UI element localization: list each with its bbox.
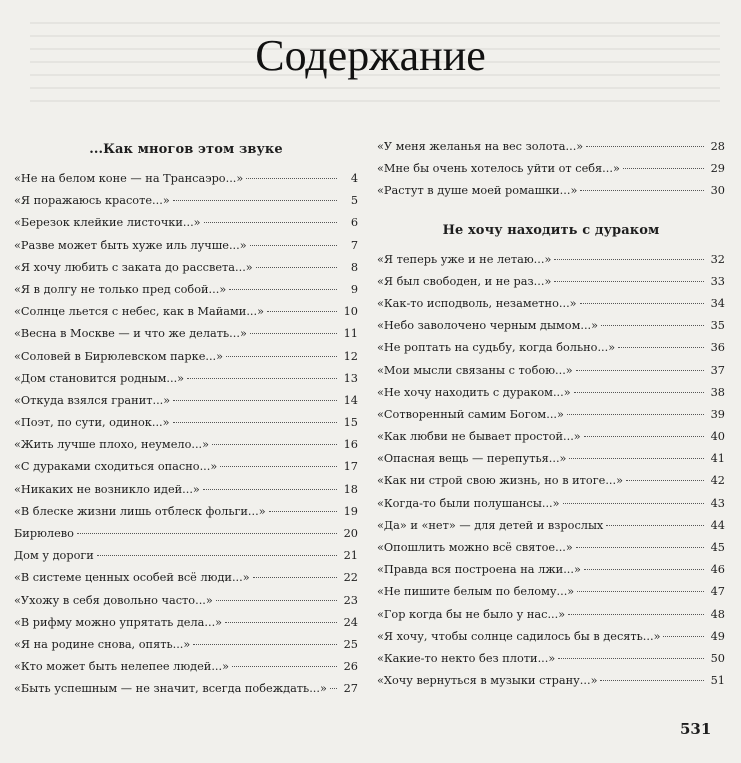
entry-page-number: 12 (343, 349, 358, 363)
toc-entry (377, 337, 725, 359)
entry-title: «Не на белом коне — на Трансаэро...» (14, 172, 244, 185)
dot-leader (203, 489, 337, 490)
toc-left-column (14, 136, 358, 701)
entry-title: «Я хочу, чтобы солнце садилось бы в десять...» (377, 629, 661, 643)
entry-title: «Я поражаюсь красоте...» (14, 194, 170, 208)
toc-entry (14, 279, 358, 301)
entry-title: «С дураками сходиться опасно...» (14, 460, 218, 474)
entry-page-number: 7 (350, 238, 358, 252)
dot-leader (212, 444, 337, 445)
toc-entry (14, 634, 358, 656)
entry-page-number: 22 (343, 571, 358, 585)
dot-leader (576, 370, 704, 371)
entry-title: «Соловей в Бирюлевском парке...» (14, 349, 224, 363)
toc-entry (377, 515, 725, 537)
dot-leader (77, 533, 337, 534)
dot-leader (173, 200, 337, 201)
dot-leader (267, 311, 337, 312)
entry-title: «Я был свободен, и не раз...» (377, 274, 552, 288)
entry-title: «Небо заволочено черным дымом...» (377, 319, 599, 333)
toc-entry (377, 360, 725, 382)
entry-page-number: 26 (343, 660, 358, 674)
entry-title: «Кто может быть нелепее людей...» (14, 660, 230, 674)
entry-page-number: 44 (710, 518, 725, 532)
toc-entry (377, 670, 725, 692)
entry-page-number: 43 (710, 496, 725, 510)
entry-page-number: 18 (343, 482, 358, 496)
toc-entry (14, 190, 358, 212)
toc-entry (377, 626, 725, 648)
entry-page-number: 37 (710, 363, 725, 377)
dot-leader (577, 591, 704, 592)
entry-title: «Ухожу в себя довольно часто...» (14, 593, 213, 607)
entry-title: «Поэт, по сути, одинок...» (14, 416, 170, 430)
entry-page-number: 49 (710, 629, 725, 643)
dot-leader (229, 289, 337, 290)
dot-leader (563, 503, 704, 504)
dot-leader (584, 569, 704, 570)
entry-title: Бирюлево (14, 527, 74, 540)
dot-leader (626, 480, 704, 481)
dot-leader (216, 600, 337, 601)
dot-leader (574, 392, 704, 393)
entry-title: «Березок клейкие листочки...» (14, 216, 201, 230)
entry-title: «Жить лучше плохо, неумело...» (14, 438, 210, 452)
entry-title: «В рифму можно упрятать дела...» (14, 615, 223, 629)
entry-title: «Как любви не бывает простой...» (377, 430, 581, 444)
entry-title: Дом у дороги (14, 549, 94, 563)
entry-page-number: 47 (710, 585, 725, 599)
toc-entry (377, 559, 725, 581)
entry-title: «Опасная вещь — перепутья...» (377, 452, 567, 466)
entry-title: «Не роптать на судьбу, когда больно...» (377, 341, 616, 355)
toc-entry (14, 678, 358, 700)
entry-page-number: 11 (343, 327, 358, 341)
entry-page-number: 36 (710, 341, 725, 355)
dot-leader (663, 636, 704, 637)
toc-entry (14, 456, 358, 478)
dot-leader (606, 525, 704, 526)
entry-title: «Хочу вернуться в музыки страну...» (377, 674, 598, 688)
entry-page-number: 17 (343, 460, 358, 474)
page-title: Содержание (255, 31, 486, 80)
dot-leader (220, 466, 337, 467)
entry-title: «Опошлить можно всё святое...» (377, 541, 573, 554)
toc-entry (377, 648, 725, 670)
dot-leader (269, 511, 337, 512)
entry-page-number: 48 (710, 607, 725, 621)
entry-page-number: 23 (343, 593, 358, 607)
entry-title: «Растут в душе моей ромашки...» (377, 184, 578, 198)
entry-page-number: 16 (343, 438, 358, 452)
dot-leader (225, 622, 337, 623)
toc-entry (14, 323, 358, 345)
toc-entry (14, 590, 358, 612)
dot-leader (580, 303, 704, 304)
entry-title: «Разве может быть хуже иль лучше...» (14, 238, 247, 252)
entry-title: «Быть успешным — не значит, всегда побеждать...» (14, 682, 327, 696)
entry-page-number: 27 (343, 682, 358, 696)
entry-page-number: 10 (343, 305, 358, 319)
dot-leader (97, 555, 337, 556)
toc-entry (377, 404, 725, 426)
dot-leader (204, 222, 337, 223)
entry-title: «Мои мысли связаны с тобою...» (377, 363, 573, 377)
dot-leader (193, 644, 337, 645)
entry-page-number: 8 (350, 260, 358, 274)
toc-entry (14, 656, 358, 678)
toc-entry (377, 180, 725, 202)
toc-entry (377, 315, 725, 337)
dot-leader (226, 356, 337, 357)
dot-leader (330, 688, 337, 689)
entry-page-number: 40 (710, 430, 725, 444)
dot-leader (250, 333, 337, 334)
toc-entry (14, 168, 358, 190)
dot-leader (580, 190, 704, 191)
entry-title: «Я хочу любить с заката до рассвета...» (14, 260, 253, 274)
toc-entry (377, 581, 725, 603)
toc-entry (377, 158, 725, 180)
toc-entry (14, 235, 358, 257)
toc-entry (377, 382, 725, 404)
toc-right-column (377, 136, 725, 692)
entry-title: «Гор когда бы не было у нас...» (377, 607, 566, 621)
entry-page-number: 35 (710, 319, 725, 333)
entry-page-number: 25 (343, 637, 358, 651)
toc-list (377, 249, 725, 693)
toc-entry (14, 434, 358, 456)
page-number: 531 (680, 720, 712, 738)
toc-entry (14, 257, 358, 279)
toc-entry (14, 346, 358, 368)
entry-title: «Как-то исподволь, незаметно...» (377, 296, 577, 310)
dot-leader (250, 245, 337, 246)
toc-entry (14, 301, 358, 323)
entry-title: «Никаких не возникло идей...» (14, 482, 200, 496)
dot-leader (173, 422, 337, 423)
toc-entry (14, 501, 358, 523)
entry-title: «В системе ценных особей всё люди...» (14, 571, 250, 585)
dot-leader (568, 614, 704, 615)
entry-title: «Правда вся построена на лжи...» (377, 563, 581, 577)
entry-title: «Когда-то были полушансы...» (377, 496, 560, 510)
toc-entry (14, 212, 358, 234)
entry-page-number: 33 (710, 274, 725, 288)
toc-entry (14, 612, 358, 634)
entry-page-number: 13 (343, 371, 358, 385)
entry-page-number: 34 (710, 296, 725, 310)
entry-page-number: 30 (710, 184, 725, 198)
toc-entry (14, 390, 358, 412)
entry-title: «Я теперь уже и не летаю...» (377, 252, 552, 266)
toc-entry (14, 479, 358, 501)
entry-page-number: 19 (343, 504, 358, 518)
toc-entry (377, 470, 725, 492)
entry-page-number: 42 (710, 474, 725, 488)
entry-title: «Какие-то некто без плоти...» (377, 651, 556, 665)
dot-leader (232, 666, 337, 667)
section-title: Не хочу находить с дураком (442, 222, 660, 238)
dot-leader (623, 168, 704, 169)
section-title: ...Как многов этом звуке (89, 142, 283, 157)
dot-leader (586, 146, 704, 147)
entry-page-number: 24 (343, 615, 358, 629)
toc-entry (14, 567, 358, 589)
entry-page-number: 5 (350, 194, 358, 208)
toc-entry (377, 604, 725, 626)
entry-page-number: 14 (343, 393, 358, 407)
entry-page-number: 28 (710, 140, 725, 153)
dot-leader (187, 378, 337, 379)
toc-entry (377, 493, 725, 515)
entry-page-number: 21 (343, 549, 358, 563)
dot-leader (584, 436, 704, 437)
dot-leader (558, 658, 704, 659)
entry-title: «Как ни строй свою жизнь, но в итоге...» (377, 474, 624, 488)
toc-list (14, 168, 358, 701)
entry-page-number: 32 (710, 252, 725, 266)
entry-title: «Мне бы очень хотелось уйти от себя...» (377, 162, 620, 176)
entry-page-number: 38 (710, 385, 725, 399)
entry-title: «Сотворенный самим Богом...» (377, 407, 564, 421)
entry-title: «Весна в Москве — и что же делать...» (14, 327, 247, 341)
toc-entry (377, 271, 725, 293)
toc-entry (377, 293, 725, 315)
entry-title: «Я в долгу не только пред собой...» (14, 282, 227, 296)
dot-leader (618, 347, 704, 348)
entry-page-number: 15 (343, 416, 358, 430)
toc-entry (377, 249, 725, 271)
entry-page-number: 4 (350, 172, 358, 185)
dot-leader (554, 281, 704, 282)
entry-page-number: 20 (343, 527, 358, 540)
entry-title: «Да» и «нет» — для детей и взрослых (377, 518, 604, 532)
entry-page-number: 29 (710, 162, 725, 176)
toc-entry (14, 368, 358, 390)
dot-leader (256, 267, 337, 268)
entry-page-number: 45 (710, 541, 725, 554)
entry-page-number: 9 (350, 282, 358, 296)
entry-page-number: 51 (710, 674, 725, 688)
entry-title: «Не пишите белым по белому...» (377, 585, 575, 599)
dot-leader (173, 400, 337, 401)
entry-page-number: 6 (350, 216, 358, 230)
toc-entry (14, 545, 358, 567)
entry-page-number: 50 (710, 651, 725, 665)
dot-leader (567, 414, 704, 415)
dot-leader (576, 547, 704, 548)
toc-entry (377, 448, 725, 470)
entry-title: «Откуда взялся гранит...» (14, 393, 171, 407)
dot-leader (569, 458, 704, 459)
dot-leader (554, 259, 704, 260)
toc-list-continued (377, 136, 725, 203)
entry-title: «В блеске жизни лишь отблеск фольги...» (14, 504, 266, 518)
toc-entry (377, 426, 725, 448)
entry-title: «У меня желанья на вес золота...» (377, 140, 584, 153)
toc-entry (377, 537, 725, 559)
entry-title: «Я на родине снова, опять...» (14, 637, 191, 651)
toc-entry (14, 523, 358, 545)
toc-entry (377, 136, 725, 158)
dot-leader (253, 577, 337, 578)
entry-title: «Дом становится родным...» (14, 371, 185, 385)
entry-page-number: 39 (710, 407, 725, 421)
dot-leader (246, 178, 337, 179)
entry-page-number: 46 (710, 563, 725, 577)
entry-title: «Не хочу находить с дураком...» (377, 385, 571, 399)
toc-entry (14, 412, 358, 434)
dot-leader (600, 680, 704, 681)
dot-leader (601, 325, 704, 326)
entry-page-number: 41 (710, 452, 725, 466)
entry-title: «Солнце льется с небес, как в Майами...» (14, 305, 265, 319)
